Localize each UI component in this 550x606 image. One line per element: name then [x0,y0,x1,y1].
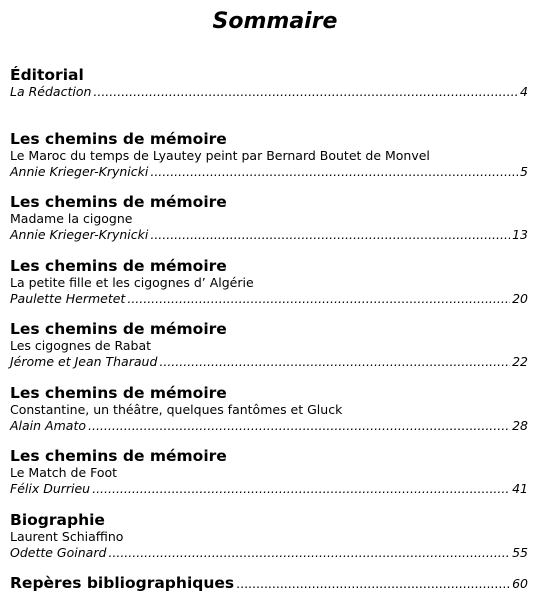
entry-page-number: 5 [520,163,528,179]
entry-page-number: 55 [512,544,528,560]
entry-subtitle: La petite fille et les cigognes d’ Algérie [10,274,254,290]
entry-author-row [10,291,528,307]
toc-entry-constantine [10,384,528,448]
toc-entry-editorial [10,66,528,130]
entry-page-number: 41 [512,481,528,496]
entry-author-row [10,418,528,434]
entry-subtitle: Laurent Schiaffino [10,528,124,544]
entry-author: Paulette Hermetet [10,290,126,306]
entry-heading: Les chemins de mémoire [10,129,227,148]
entry-author: La Rédaction [10,84,92,99]
entry-subtitle: Le Match de Foot [10,465,118,480]
toc-entry-cigognes-rabat [10,320,528,384]
dot-leader [150,164,518,180]
entry-heading: Éditorial [10,66,84,84]
entry-page-number: 4 [520,84,528,99]
entry-page-number: 20 [512,290,528,306]
entry-heading: Biographie [10,510,105,529]
entry-author: Odette Goinard [10,544,107,560]
entry-author-row [10,227,528,243]
dot-leader [93,84,518,100]
dot-leader [88,418,510,434]
entry-heading: Les chemins de mémoire [10,320,227,338]
entry-subtitle: Madame la cigogne [10,211,133,226]
toc-entry-madame-cigogne [10,193,528,257]
entry-page-number: 60 [512,576,528,591]
entry-author-row [10,164,528,180]
entry-heading: Les chemins de mémoire [10,447,227,465]
entry-subtitle: Constantine, un théâtre, quelques fantômes et Gluck [10,401,343,417]
entry-heading: Les chemins de mémoire [10,256,227,275]
entry-author-row [10,481,528,497]
entry-author: Annie Krieger-Krynicki [10,163,149,179]
entry-author-row [10,545,528,561]
toc-entry-petite-fille [10,257,528,321]
dot-leader [108,545,510,561]
entry-page-number: 28 [512,417,528,433]
toc-entry-match-foot [10,447,528,511]
entry-author-row [10,84,528,100]
entry-page-number: 13 [512,227,528,242]
entry-heading: Les chemins de mémoire [10,383,227,402]
entry-author: Jérome et Jean Tharaud [10,354,158,369]
entry-author: Alain Amato [10,417,86,433]
entry-author: Annie Krieger-Krynicki [10,227,149,242]
dot-leader [236,575,510,593]
entry-heading: Repères bibliographiques [10,574,235,592]
table-of-contents [10,66,528,593]
entry-author-row [10,354,528,370]
entry-page-number: 22 [512,354,528,369]
toc-entry-reperes-bibliographiques [10,574,528,593]
entry-author: Félix Durrieu [10,481,91,496]
entry-subtitle: Le Maroc du temps de Lyautey peint par Bernard Boutet de Monvel [10,147,430,163]
dot-leader [92,481,510,497]
dot-leader [159,354,510,370]
dot-leader [127,291,510,307]
entry-heading: Les chemins de mémoire [10,193,227,211]
toc-entry-biographie [10,511,528,575]
entry-subtitle: Les cigognes de Rabat [10,338,152,353]
dot-leader [150,227,510,243]
page-title: Sommaire [212,9,338,34]
toc-entry-maroc-lyautey [10,130,528,194]
